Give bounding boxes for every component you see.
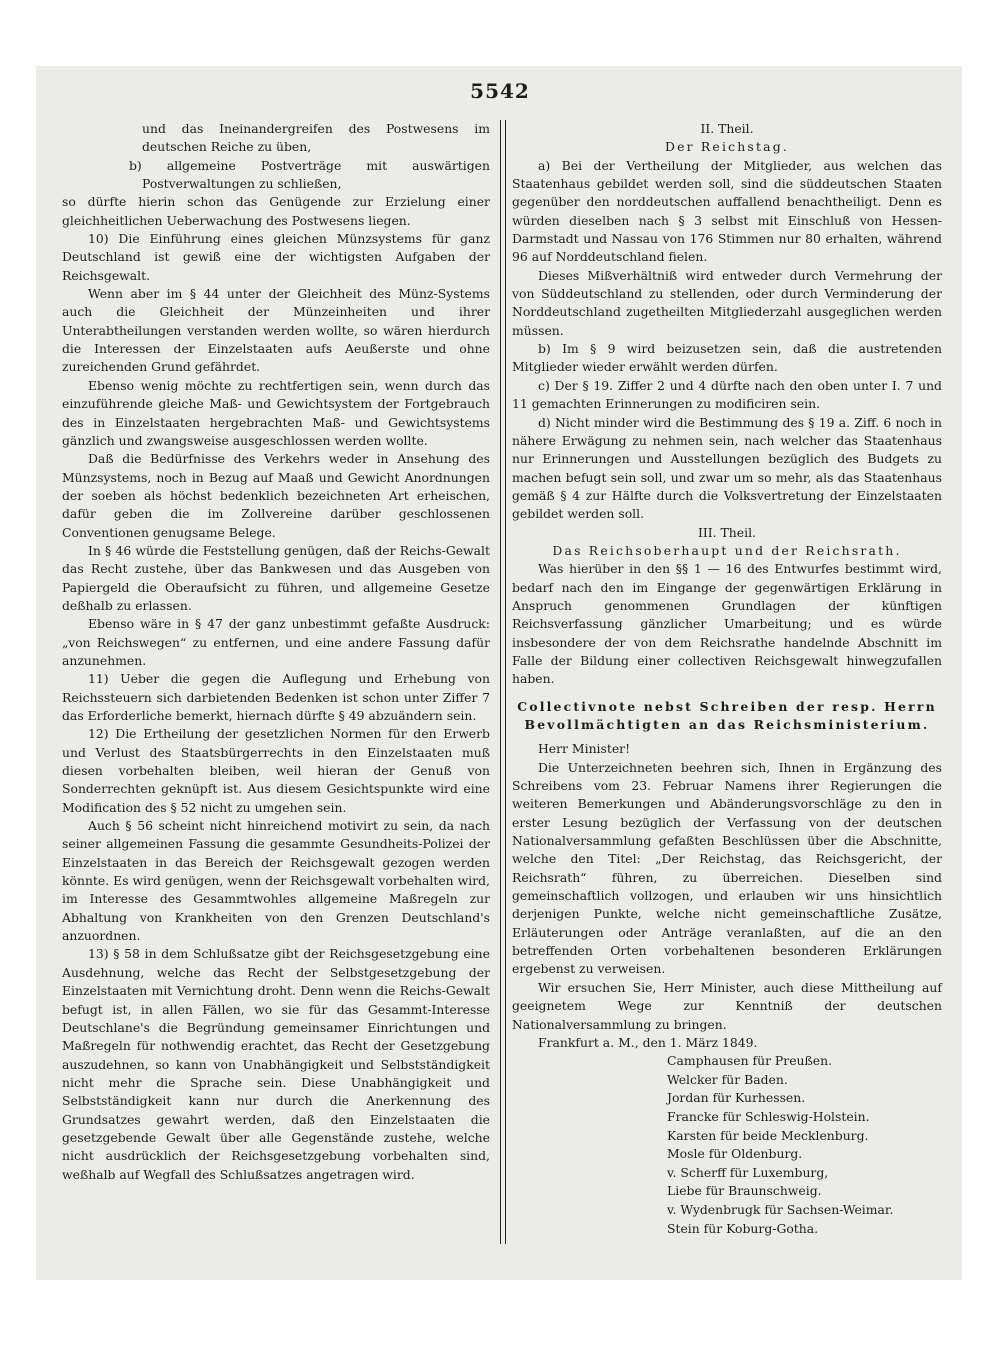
page-number: 5542 bbox=[470, 79, 530, 103]
paragraph: 13) § 58 in dem Schlußsatze gibt der Reichsgesetzgebung eine Ausdehnung, welche das Recht der Selbstgesetzgebung der Einzelstaaten mit Vernichtung droht. Denn wenn die Reichs-Gewalt befugt ist, in allen Fällen, wo sie für das Gesammt-Interesse Deutschlane's die Begründung gemeinsamer Einrichtungen und Maßregeln für nothwendig erachtet, das Recht der Gesetzgebung auszudehnen, so kann von Unabhängigkeit und Selbstständigkeit nicht mehr die Sprache sein. Diese Unabhängigkeit und Selbstständigkeit kann nur durch die Anerkennung des Grundsatzes gewahrt werden, daß den Einzelstaaten die gesetzgebende Gewalt über alle Gegenstände zustehe, welche nicht ausdrücklich der Reichsgesetzgebung vorbehalten sind, weßhalb auf Wegfall des Schlußsatzes angetragen wird. bbox=[62, 946, 490, 1182]
collective-note-heading: Collectivnote nebst Schreiben der resp. Herrn Bevollmächtigten an das Reichsministerium. bbox=[517, 698, 937, 732]
signature: Karsten für beide Mecklenburg. bbox=[667, 1127, 869, 1143]
part3-heading: III. Theil. bbox=[697, 524, 756, 540]
salutation: Herr Minister! bbox=[538, 741, 631, 757]
signature: Jordan für Kurhessen. bbox=[667, 1090, 806, 1106]
signature: Camphausen für Preußen. bbox=[667, 1053, 833, 1069]
paragraph: Die Unterzeichneten beehren sich, Ihnen in Ergänzung des Schreibens vom 23. Februar Namens ihrer Regierungen die weiteren Bemerkungen und Abänderungsvorschläge zu den in erster Lesung bezüglich der Verfassung von der deutschen Nationalversammlung gefaßten Beschlüssen über die Abschnitte, welche den Titel: „Der Reichstag, das Reichsgericht, der Reichsrath“ führen, zu überreichen. Dieselben sind gemeinschaftlich vollzogen, und erlauben wir uns hinsichtlich derjenigen Punkte, welche nicht gemeinschaftliche Zusätze, Erläuterungen oder Anträge veranlaßten, auf die an den betreffenden Orten vorbehaltenen besonderen Erklärungen ergebenst zu verweisen. bbox=[512, 759, 942, 977]
part2-heading: II. Theil. bbox=[700, 121, 754, 136]
paragraph: und das Ineinandergreifen des Postwesens im deutschen Reiche zu üben, bbox=[142, 121, 490, 155]
signature: Welcker für Baden. bbox=[667, 1071, 788, 1087]
paragraph: c) Der § 19. Ziffer 2 und 4 dürfte nach den oben unter I. 7 und 11 gemachten Erinnerungen zu modificiren sein. bbox=[512, 377, 942, 412]
signature: v. Wydenbrugk für Sachsen-Weimar. bbox=[667, 1201, 894, 1217]
signature: Francke für Schleswig-Holstein. bbox=[667, 1108, 870, 1124]
signature-list bbox=[667, 1052, 942, 1238]
dateline: Frankfurt a. M., den 1. März 1849. bbox=[538, 1034, 758, 1050]
paragraph: Ebenso wäre in § 47 der ganz unbestimmt gefaßte Ausdruck: „von Reichswegen“ zu entfernen, und eine andere Fassung dafür anzunehmen. bbox=[62, 616, 490, 668]
paragraph: Wenn aber im § 44 unter der Gleichheit des Münz-Systems auch die Gleichheit der Münzeinheiten und ihrer Unterabtheilungen verstanden werden wollte, so wären hierdurch die Interessen der Einzelstaaten aufs Aeußerste und ohne zureichenden Grund gefährdet. bbox=[62, 286, 490, 375]
signature: Liebe für Braunschweig. bbox=[667, 1183, 822, 1199]
paragraph: 12) Die Ertheilung der gesetzlichen Normen für den Erwerb und Verlust des Staatsbürgerrechts in den Einzelstaaten muß diesen vorbehalten bleiben, weil hieran der Genuß von Sonderrechten geknüpft ist. Aus diesem Gesichtspunkte wird eine Modification des § 52 nicht zu umgehen sein. bbox=[62, 726, 490, 815]
column-divider bbox=[500, 120, 506, 1244]
signature: v. Scherff für Luxemburg, bbox=[667, 1164, 829, 1180]
signature: Stein für Koburg-Gotha. bbox=[667, 1220, 819, 1236]
left-column bbox=[62, 120, 490, 1184]
paragraph: Dieses Mißverhältniß wird entweder durch Vermehrung der von Süddeutschland zu stellenden, oder durch Verminderung der Norddeutschland zugetheilten Mitgliederzahl ausgeglichen werden müssen. bbox=[512, 267, 942, 338]
paragraph: b) Im § 9 wird beizusetzen sein, daß die austretenden Mitglieder wieder erwählt werden dürfen. bbox=[512, 341, 942, 375]
paragraph: Daß die Bedürfnisse des Verkehrs weder in Ansehung des Münzsystems, noch in Bezug auf Maaß und Gewicht Anordnungen der soeben als höchst bedenklich bezeichneten Art erheischen, dafür geben die im Zollvereine darüber geschlossenen Conventionen genugsame Belege. bbox=[62, 451, 490, 540]
paragraph: d) Nicht minder wird die Bestimmung des § 19 a. Ziff. 6 noch in nähere Erwägung zu nehmen sein, nach welcher das Staatenhaus nur Erinnerungen und Ausstellungen bezüglich des Budgets zu machen befugt sein soll, und zwar um so mehr, als das Staatenhaus gemäß § 4 zur Hälfte durch die Volksvertretung der Einzelstaaten gebildet werden soll. bbox=[512, 414, 942, 522]
paragraph: Wir ersuchen Sie, Herr Minister, auch diese Mittheilung auf geeignetem Wege zur Kenntniß der deutschen Nationalversammlung zu bringen. bbox=[512, 979, 942, 1032]
paragraph: Was hierüber in den §§ 1 — 16 des Entwurfes bestimmt wird, bedarf nach den im Eingange der gegenwärtigen Erklärung in Anspruch genommenen Grundlagen der künftigen Reichsverfassung gänzlicher Umarbeitung; und es würde insbesondere der von dem Reichsrathe handelnde Abschnitt im Falle der Bildung einer collectiven Reichsgewalt hinwegzufallen haben. bbox=[512, 561, 942, 687]
paragraph: b) allgemeine Postverträge mit auswärtigen Postverwaltungen zu schließen, bbox=[129, 157, 490, 192]
paragraph: In § 46 würde die Feststellung genügen, daß der Reichs-Gewalt das Recht zustehe, über das Bankwesen und das Ausgeben von Papiergeld die Oberaufsicht zu führen, und allgemeine Gesetze deßhalb zu erlassen. bbox=[62, 542, 490, 613]
paragraph: 10) Die Einführung eines gleichen Münzsystems für ganz Deutschland ist gewiß eine der wichtigsten Aufgaben der Reichsgewalt. bbox=[62, 231, 490, 283]
paragraph: Auch § 56 scheint nicht hinreichend motivirt zu sein, da nach seiner allgemeinen Fassung die gesammte Gesundheits-Polizei der Einzelstaaten in das Bereich der Reichsgewalt gezogen werden könnte. Es wird genügen, wenn der Reichsgewalt vorbehalten wird, im Interesse des Gesammtwohles allgemeine Maßregeln zur Abhaltung von Krankheiten von den Grenzen Deutschland's anzuordnen. bbox=[62, 818, 490, 944]
paragraph: so dürfte hierin schon das Genügende zur Erzielung einer gleichheitlichen Ueberwachung des Postwesens liegen. bbox=[62, 194, 490, 228]
signature: Mosle für Oldenburg. bbox=[667, 1146, 803, 1162]
paragraph: Ebenso wenig möchte zu rechtfertigen sein, wenn durch das einzuführende gleiche Maß- und Gewichtsystem der Fortgebrauch des in Einzelstaaten hergebrachten Maß- und Gewichtsystems gänzlich und zwangsweise ausgeschlossen werden wollte. bbox=[62, 377, 490, 448]
right-column bbox=[512, 120, 942, 1238]
paragraph: 11) Ueber die gegen die Auflegung und Erhebung von Reichssteuern sich darbietenden Bedenken ist schon unter Ziffer 7 das Erforderliche bemerkt, hiernach dürfte § 49 abzuändern sein. bbox=[62, 671, 490, 723]
paragraph: a) Bei der Vertheilung der Mitglieder, aus welchen das Staatenhaus gebildet werden soll, sind die süddeutschen Staaten gegenüber den norddeutschen auffallend benachtheiligt. Denn es würden dieselben nach § 3 selbst mit Einschluß von Hessen-Darmstadt und Nassau von 176 Stimmen nur 80 erhalten, während 96 auf Norddeutschland fielen. bbox=[512, 157, 942, 265]
part2-subheading: Der Reichstag. bbox=[664, 139, 790, 155]
part3-subheading: Das Reichsoberhaupt und der Reichsrath. bbox=[552, 542, 902, 558]
